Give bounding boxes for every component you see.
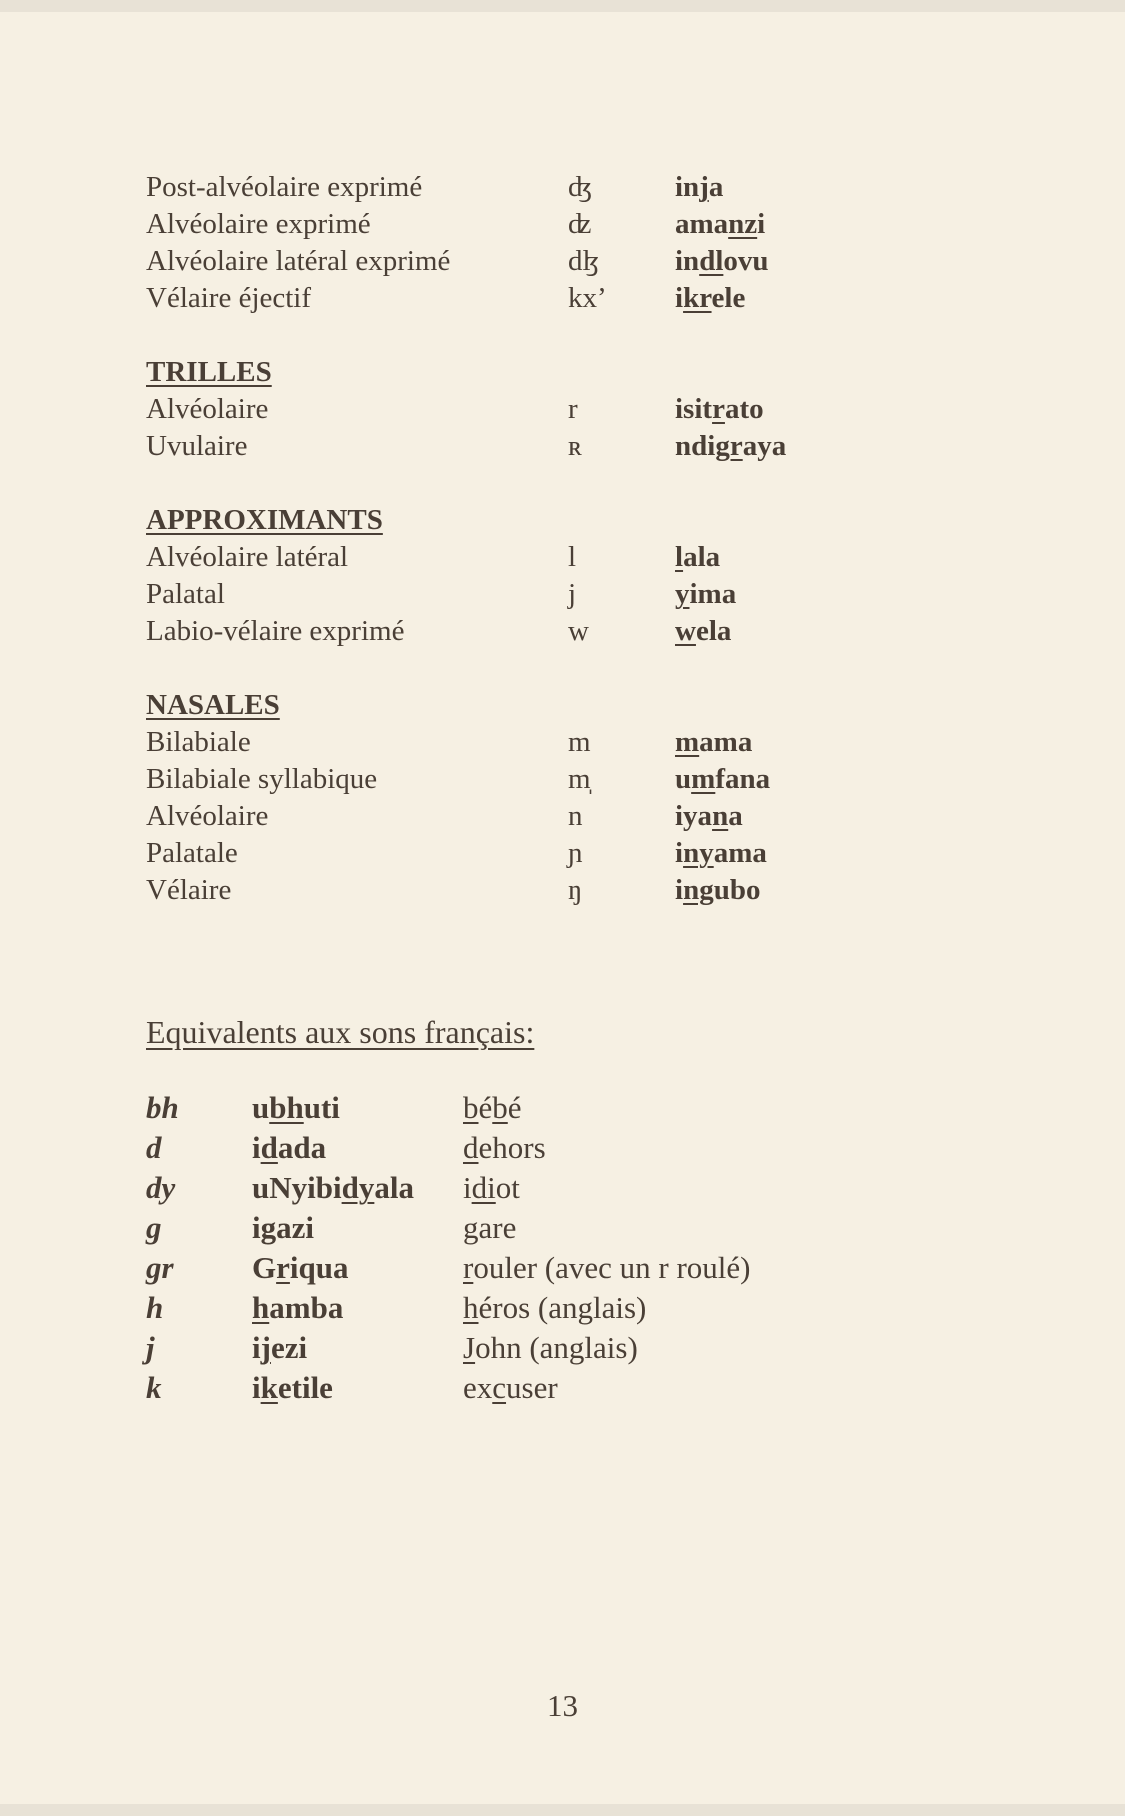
section-heading — [0, 687, 1125, 724]
example-word — [675, 613, 731, 650]
equivalent-row — [0, 1128, 1125, 1168]
word-segment: ehors — [478, 1130, 546, 1165]
example-word — [675, 428, 786, 465]
consonant-row — [0, 872, 1125, 909]
zulu-word — [252, 1328, 307, 1368]
highlighted-letters: r — [463, 1250, 474, 1285]
word-segment: G — [252, 1250, 277, 1285]
word-segment: ele — [711, 282, 746, 314]
equivalent-row — [0, 1168, 1125, 1208]
ipa-symbol: l — [568, 541, 577, 573]
french-equivalent — [463, 1088, 522, 1128]
zulu-word — [252, 1248, 349, 1288]
word-segment: iya — [675, 800, 713, 832]
example-word — [675, 280, 745, 317]
section-title: TRILLES — [146, 356, 272, 388]
word-segment: u — [252, 1090, 270, 1125]
french-equivalent — [463, 1248, 750, 1288]
equivalent-row — [0, 1288, 1125, 1328]
example-word — [675, 724, 752, 761]
highlighted-letters: r — [276, 1250, 290, 1285]
example-word — [675, 206, 765, 243]
word-segment: ovu — [723, 245, 769, 277]
highlighted-letters: dy — [341, 1170, 375, 1205]
letter-combination: d — [146, 1130, 162, 1165]
word-segment: ouler (avec un r roulé) — [473, 1250, 751, 1285]
equivalent-row — [0, 1208, 1125, 1248]
zulu-word — [252, 1168, 414, 1208]
word-segment: user — [506, 1370, 558, 1405]
word-segment: ala — [683, 541, 721, 573]
ipa-symbol: ʣ — [568, 208, 592, 240]
equivalents-title: Equivalents aux sons français: — [146, 1014, 535, 1050]
sound-name: Bilabiale — [146, 726, 251, 758]
highlighted-letters: r — [712, 393, 725, 425]
french-equivalent — [463, 1328, 638, 1368]
highlighted-letters: ng — [683, 874, 714, 906]
ipa-symbol: ɲ — [568, 837, 583, 869]
ipa-symbol: m̩ — [568, 763, 591, 795]
highlighted-letters: h — [252, 1290, 270, 1325]
sound-name: Alvéolaire — [146, 800, 269, 832]
french-equivalent — [463, 1168, 520, 1208]
example-word — [675, 872, 760, 909]
consonant-row — [0, 539, 1125, 576]
word-segment: ela — [695, 615, 732, 647]
page — [0, 12, 1125, 1804]
word-segment: are — [478, 1210, 517, 1245]
equivalent-row — [0, 1328, 1125, 1368]
french-equivalent — [463, 1288, 646, 1328]
word-segment: ubo — [713, 874, 761, 906]
consonant-row — [0, 206, 1125, 243]
word-segment: a — [728, 800, 743, 832]
section-title: NASALES — [146, 689, 280, 721]
letter-combination: h — [146, 1290, 164, 1325]
sound-name: Alvéolaire latéral — [146, 541, 349, 573]
word-segment: uNyibi — [252, 1170, 342, 1205]
word-segment: ima — [689, 578, 737, 610]
consonant-row — [0, 391, 1125, 428]
word-segment: u — [675, 763, 692, 795]
sound-name: Palatal — [146, 578, 225, 610]
sound-name: Palatale — [146, 837, 238, 869]
word-segment: isit — [675, 393, 713, 425]
example-word — [675, 169, 723, 206]
section-title: APPROXIMANTS — [146, 504, 383, 536]
word-segment: i — [757, 208, 766, 240]
section-heading — [0, 502, 1125, 539]
sound-name: Vélaire éjectif — [146, 282, 312, 314]
example-word — [675, 835, 767, 872]
highlighted-letters: m — [691, 763, 716, 795]
word-segment: a — [708, 171, 724, 203]
zulu-word — [252, 1088, 340, 1128]
word-segment: i — [675, 282, 684, 314]
highlighted-letters: ny — [683, 837, 714, 869]
consonant-row — [0, 798, 1125, 835]
word-segment: i — [675, 837, 684, 869]
highlighted-letters: y — [675, 578, 690, 610]
letter-combination: dy — [146, 1170, 176, 1205]
word-segment: in — [675, 171, 700, 203]
zulu-word — [252, 1288, 343, 1328]
sound-name: Uvulaire — [146, 430, 248, 462]
ipa-symbol: kx’ — [568, 282, 607, 314]
consonant-row — [0, 724, 1125, 761]
word-segment: ama — [699, 726, 753, 758]
consonant-row — [0, 761, 1125, 798]
word-segment: i — [463, 1170, 472, 1205]
highlighted-letters: d — [260, 1130, 278, 1165]
highlighted-letters: bh — [269, 1090, 304, 1125]
equivalent-row — [0, 1248, 1125, 1288]
ipa-symbol: dɮ — [568, 245, 600, 277]
page-number: 13 — [547, 1688, 578, 1723]
word-segment: i — [252, 1130, 261, 1165]
ipa-symbol: ŋ — [568, 874, 583, 906]
word-segment: amba — [269, 1290, 344, 1325]
equivalent-row — [0, 1368, 1125, 1408]
sound-name: Vélaire — [146, 874, 232, 906]
example-word — [675, 539, 720, 576]
sound-name: Labio-vélaire exprimé — [146, 615, 405, 647]
french-equivalent — [463, 1368, 558, 1408]
word-segment: uti — [303, 1090, 340, 1125]
word-segment: ndi — [675, 430, 716, 462]
highlighted-letters: dl — [699, 245, 724, 277]
highlighted-letters: g — [260, 1210, 277, 1245]
highlighted-letters: d — [463, 1130, 479, 1165]
ipa-symbol: r — [568, 393, 578, 425]
sound-name: Alvéolaire exprimé — [146, 208, 371, 240]
word-segment: fana — [715, 763, 771, 795]
highlighted-letters: kr — [683, 282, 712, 314]
letter-combination: gr — [146, 1250, 174, 1285]
word-segment: i — [252, 1330, 261, 1365]
example-word — [675, 798, 743, 835]
word-segment: iqua — [289, 1250, 349, 1285]
ipa-symbol: w — [568, 615, 589, 647]
highlighted-letters: nz — [728, 208, 758, 240]
word-segment: ala — [374, 1170, 414, 1205]
highlighted-letters: j — [699, 171, 709, 203]
consonant-row — [0, 835, 1125, 872]
french-equivalent — [463, 1208, 516, 1248]
word-segment: i — [252, 1210, 261, 1245]
word-segment: aya — [742, 430, 787, 462]
example-word — [675, 391, 764, 428]
ipa-symbol: j — [568, 578, 577, 610]
letter-combination: j — [146, 1330, 155, 1365]
example-word — [675, 576, 736, 613]
letter-combination: k — [146, 1370, 162, 1405]
word-segment: ama — [675, 208, 729, 240]
word-segment: azi — [276, 1210, 314, 1245]
highlighted-letters: g — [463, 1210, 479, 1245]
letter-combination: g — [146, 1210, 162, 1245]
letter-combination: bh — [146, 1090, 179, 1125]
example-word — [675, 243, 769, 280]
zulu-word — [252, 1368, 333, 1408]
word-segment: ohn (anglais) — [475, 1330, 638, 1365]
highlighted-letters: b — [492, 1090, 508, 1125]
highlighted-letters: j — [260, 1330, 271, 1365]
consonant-row — [0, 169, 1125, 206]
highlighted-letters: w — [675, 615, 696, 647]
word-segment: i — [675, 874, 684, 906]
word-segment: é — [507, 1090, 522, 1125]
highlighted-letters: di — [471, 1170, 496, 1205]
word-segment: ada — [277, 1130, 327, 1165]
ipa-symbol: m — [568, 726, 591, 758]
consonant-row — [0, 243, 1125, 280]
word-segment: ex — [463, 1370, 493, 1405]
highlighted-letters: b — [463, 1090, 479, 1125]
highlighted-letters: gr — [715, 430, 743, 462]
ipa-symbol: ʀ — [568, 430, 583, 462]
section-heading — [0, 354, 1125, 391]
word-segment: éros (anglais) — [478, 1290, 647, 1325]
sound-name: Alvéolaire latéral exprimé — [146, 245, 451, 277]
consonant-row — [0, 576, 1125, 613]
consonant-row — [0, 613, 1125, 650]
french-equivalent — [463, 1128, 546, 1168]
word-segment: ato — [724, 393, 764, 425]
word-segment: in — [675, 245, 700, 277]
word-segment: etile — [277, 1370, 333, 1405]
word-segment: ezi — [270, 1330, 308, 1365]
consonant-row — [0, 280, 1125, 317]
sound-name: Alvéolaire — [146, 393, 269, 425]
example-word — [675, 761, 770, 798]
highlighted-letters: c — [492, 1370, 507, 1405]
highlighted-letters: h — [463, 1290, 479, 1325]
zulu-word — [252, 1208, 314, 1248]
highlighted-letters: m — [675, 726, 700, 758]
highlighted-letters: n — [712, 800, 729, 832]
zulu-word — [252, 1128, 326, 1168]
word-segment: ot — [495, 1170, 520, 1205]
ipa-symbol: n — [568, 800, 583, 832]
equivalent-row — [0, 1088, 1125, 1128]
consonant-row — [0, 428, 1125, 465]
highlighted-letters: k — [260, 1370, 278, 1405]
highlighted-letters: l — [675, 541, 684, 573]
word-segment: ama — [713, 837, 767, 869]
word-segment: é — [478, 1090, 493, 1125]
sound-name: Bilabiale syllabique — [146, 763, 378, 795]
highlighted-letters: J — [463, 1330, 476, 1365]
ipa-symbol: ʤ — [568, 171, 593, 203]
word-segment: i — [252, 1370, 261, 1405]
sound-name: Post-alvéolaire exprimé — [146, 171, 423, 203]
